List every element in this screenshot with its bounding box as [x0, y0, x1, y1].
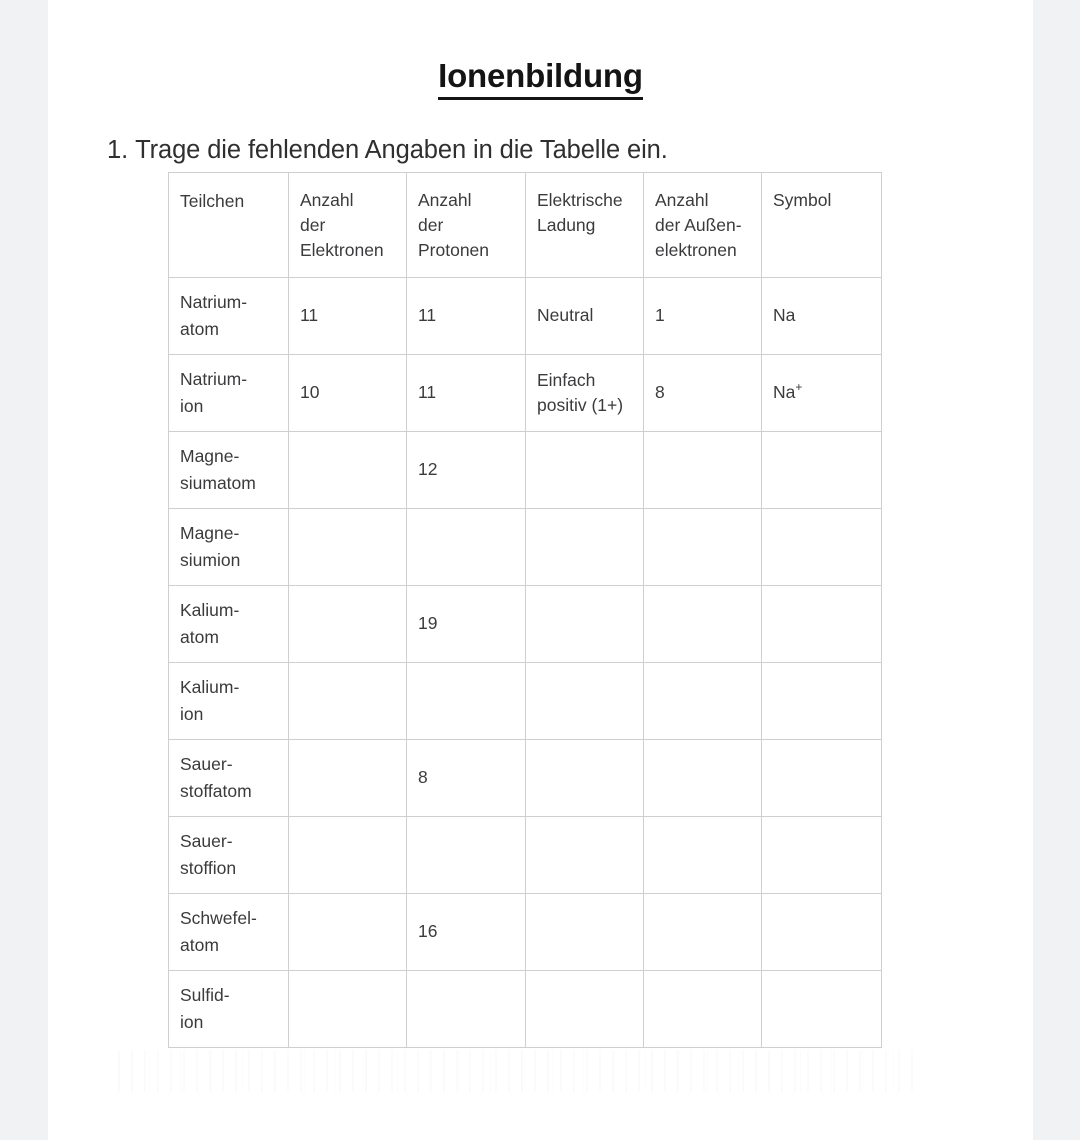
cell-anzahl-aussenelektronen: 1 — [644, 278, 762, 355]
cell-anzahl-elektronen: 10 — [289, 355, 407, 432]
column-header-line: Symbol — [773, 190, 832, 210]
cell-anzahl-protonen: 19 — [407, 586, 526, 663]
cell-elektrische-ladung[interactable] — [526, 509, 644, 586]
cell-teilchen — [169, 894, 289, 971]
ion-formation-table — [168, 172, 882, 1048]
cell-elektrische-ladung[interactable] — [526, 817, 644, 894]
symbol-element: Na — [773, 382, 796, 403]
cell-anzahl-protonen[interactable] — [407, 971, 526, 1048]
particle-name-line: Kalium- — [180, 676, 240, 697]
cell-teilchen — [169, 278, 289, 355]
particle-name-line: Kalium- — [180, 599, 240, 620]
column-header-line: elektronen — [655, 240, 737, 261]
scan-bleedthrough-artifact — [118, 1050, 918, 1092]
cell-elektrische-ladung[interactable] — [526, 740, 644, 817]
column-header-symbol — [762, 173, 882, 278]
cell-elektrische-ladung[interactable] — [526, 663, 644, 740]
task-instruction — [107, 136, 668, 165]
cell-elektrische-ladung: Neutral — [526, 278, 644, 355]
cell-anzahl-protonen[interactable] — [407, 509, 526, 586]
cell-anzahl-aussenelektronen[interactable] — [644, 817, 762, 894]
worksheet-page — [48, 0, 1033, 1140]
particle-name-line: atom — [180, 935, 219, 955]
cell-elektrische-ladung[interactable] — [526, 971, 644, 1048]
cell-anzahl-aussenelektronen[interactable] — [644, 663, 762, 740]
table-row — [169, 740, 882, 817]
cell-anzahl-protonen: 11 — [407, 355, 526, 432]
particle-name-line: Magne- — [180, 522, 240, 543]
column-header-line: Anzahl — [300, 190, 354, 210]
table-row — [169, 586, 882, 663]
cell-anzahl-elektronen[interactable] — [289, 740, 407, 817]
cell-symbol — [762, 355, 882, 432]
particle-name-line: Schwefel- — [180, 907, 257, 928]
particle-name-line: Sulfid- — [180, 984, 230, 1005]
cell-anzahl-protonen[interactable] — [407, 817, 526, 894]
table-row — [169, 278, 882, 355]
symbol-charge-superscript: + — [795, 380, 803, 395]
cell-anzahl-aussenelektronen[interactable] — [644, 432, 762, 509]
column-header-line: Teilchen — [180, 191, 245, 211]
cell-anzahl-elektronen[interactable] — [289, 509, 407, 586]
cell-teilchen — [169, 355, 289, 432]
cell-symbol[interactable] — [762, 509, 882, 586]
cell-anzahl-elektronen[interactable] — [289, 817, 407, 894]
column-header-line: Anzahl — [418, 190, 472, 210]
cell-elektrische-ladung[interactable] — [526, 894, 644, 971]
table-header-row — [169, 173, 882, 278]
column-header-elektrische-ladung — [526, 173, 644, 278]
cell-teilchen — [169, 432, 289, 509]
cell-anzahl-aussenelektronen: 8 — [644, 355, 762, 432]
cell-teilchen — [169, 509, 289, 586]
particle-name-line: Sauer- — [180, 753, 233, 774]
column-header-line: der Außen- — [655, 215, 742, 236]
page-title — [48, 57, 1033, 100]
table-row — [169, 817, 882, 894]
particle-name-line: ion — [180, 1012, 204, 1032]
particle-name-line: stoffion — [180, 858, 237, 878]
cell-anzahl-aussenelektronen[interactable] — [644, 971, 762, 1048]
task-number: 1. — [107, 136, 129, 164]
cell-anzahl-aussenelektronen[interactable] — [644, 740, 762, 817]
column-header-anzahl-aussenelektronen — [644, 173, 762, 278]
particle-name-line: Magne- — [180, 445, 240, 466]
column-header-line: Anzahl — [655, 190, 709, 210]
column-header-line: Protonen — [418, 240, 490, 261]
table-row — [169, 663, 882, 740]
cell-anzahl-protonen: 16 — [407, 894, 526, 971]
cell-anzahl-protonen: 8 — [407, 740, 526, 817]
cell-teilchen — [169, 971, 289, 1048]
cell-teilchen — [169, 663, 289, 740]
cell-symbol[interactable] — [762, 663, 882, 740]
cell-symbol[interactable] — [762, 432, 882, 509]
column-header-line: Ladung — [537, 215, 596, 236]
cell-symbol[interactable] — [762, 894, 882, 971]
column-header-line: der — [418, 215, 444, 236]
cell-anzahl-protonen: 11 — [407, 278, 526, 355]
table-row — [169, 894, 882, 971]
cell-elektrische-ladung[interactable] — [526, 432, 644, 509]
cell-symbol[interactable] — [762, 740, 882, 817]
task-instruction-text: Trage die fehlenden Angaben in die Tabelle ein. — [135, 136, 668, 164]
cell-symbol[interactable] — [762, 971, 882, 1048]
particle-name-line: atom — [180, 319, 219, 339]
cell-teilchen — [169, 586, 289, 663]
cell-anzahl-elektronen[interactable] — [289, 894, 407, 971]
cell-elektrische-ladung: Einfach positiv (1+) — [526, 355, 644, 432]
particle-name-line: atom — [180, 627, 219, 647]
table-row — [169, 509, 882, 586]
column-header-line: der — [300, 215, 326, 236]
column-header-anzahl-protonen — [407, 173, 526, 278]
cell-anzahl-elektronen[interactable] — [289, 663, 407, 740]
column-header-teilchen — [169, 173, 289, 278]
particle-name-line: Natrium- — [180, 368, 248, 389]
cell-anzahl-aussenelektronen[interactable] — [644, 586, 762, 663]
column-header-line: Elektrische — [537, 190, 623, 210]
particle-name-line: stoffatom — [180, 781, 252, 801]
particle-name-line: ion — [180, 396, 204, 416]
particle-name-line: ion — [180, 704, 204, 724]
particle-name-line: Sauer- — [180, 830, 233, 851]
cell-anzahl-aussenelektronen[interactable] — [644, 894, 762, 971]
table-row — [169, 971, 882, 1048]
particle-name-line: Natrium- — [180, 291, 248, 312]
cell-anzahl-elektronen[interactable] — [289, 432, 407, 509]
cell-anzahl-protonen[interactable] — [407, 663, 526, 740]
cell-symbol[interactable] — [762, 586, 882, 663]
cell-anzahl-protonen: 12 — [407, 432, 526, 509]
cell-anzahl-elektronen: 11 — [289, 278, 407, 355]
symbol-element: Na — [773, 305, 796, 326]
cell-teilchen — [169, 817, 289, 894]
table-row — [169, 355, 882, 432]
cell-teilchen — [169, 740, 289, 817]
table-header — [169, 173, 882, 278]
cell-elektrische-ladung[interactable] — [526, 586, 644, 663]
cell-symbol[interactable] — [762, 817, 882, 894]
cell-anzahl-aussenelektronen[interactable] — [644, 509, 762, 586]
cell-anzahl-elektronen[interactable] — [289, 586, 407, 663]
particle-name-line: siumion — [180, 550, 241, 570]
column-header-line: Elektronen — [300, 240, 384, 261]
table-row — [169, 432, 882, 509]
cell-anzahl-elektronen[interactable] — [289, 971, 407, 1048]
column-header-anzahl-elektronen — [289, 173, 407, 278]
table-body — [169, 278, 882, 1048]
ion-table-container — [168, 172, 881, 1048]
particle-name-line: siumatom — [180, 473, 256, 493]
page-title-text: Ionenbildung — [438, 57, 643, 100]
cell-symbol — [762, 278, 882, 355]
